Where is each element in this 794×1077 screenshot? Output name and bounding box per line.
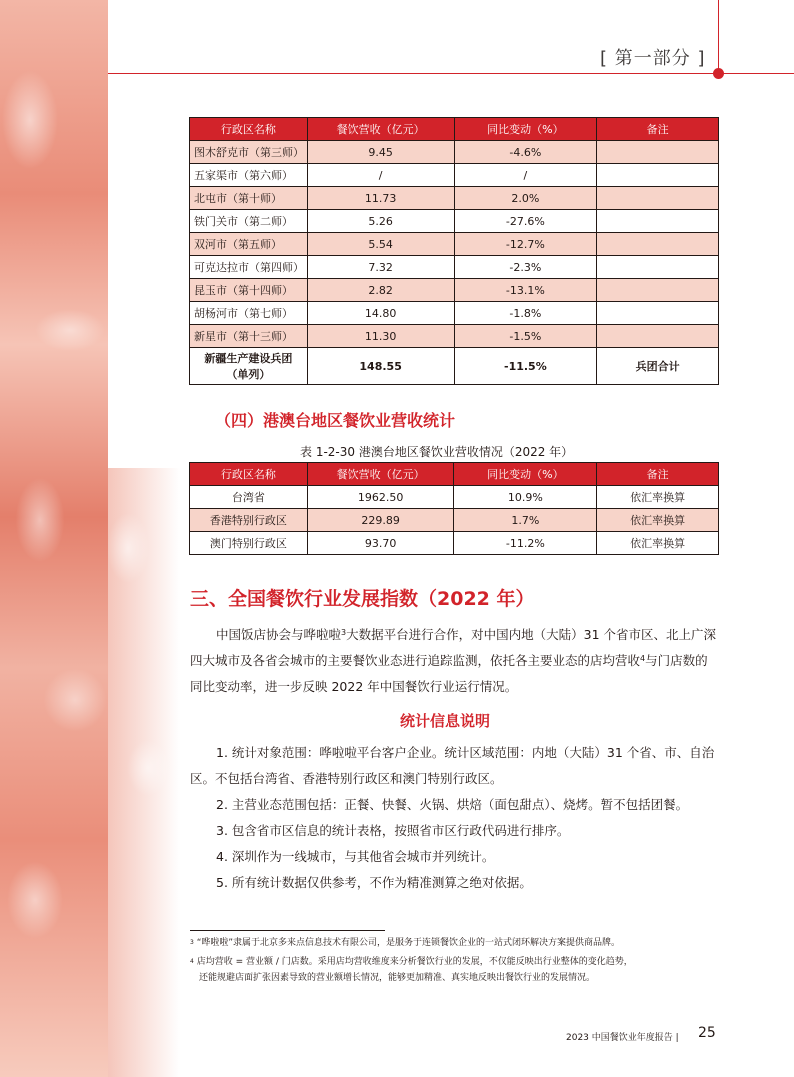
table-row	[190, 187, 719, 210]
part-title: [ 第一部分 ]	[600, 48, 706, 69]
region-cell: 昆玉市（第十四师）	[190, 279, 308, 302]
change-cell: -27.6%	[454, 210, 597, 233]
note-cell	[597, 256, 719, 279]
bingtuan-revenue-table	[189, 117, 719, 385]
table-row	[190, 233, 719, 256]
note-cell: 依汇率换算	[597, 509, 719, 532]
footnote-text: “哗啦啦”隶属于北京多来点信息技术有限公司，是服务于连锁餐饮企业的一站式闭环解决方案提供商品牌。	[196, 938, 621, 948]
table-row	[190, 532, 719, 555]
column-header: 同比变动（%）	[454, 118, 597, 141]
table-header-row	[190, 118, 719, 141]
table-row	[190, 325, 719, 348]
decorative-food-photo	[0, 0, 108, 1077]
table-row	[190, 509, 719, 532]
intro-text-a: 中国饭店协会与哗啦啦	[216, 627, 342, 642]
info-list-item: 3. 包含省市区信息的统计表格，按照省市区行政代码进行排序。	[216, 823, 570, 838]
note-cell	[597, 233, 719, 256]
revenue-cell: 2.82	[307, 279, 454, 302]
region-cell: 胡杨河市（第七师）	[190, 302, 308, 325]
footer-report-title: 2023 中国餐饮业年度报告 |	[566, 1033, 679, 1043]
note-cell: 兵团合计	[597, 348, 719, 385]
revenue-cell: 7.32	[307, 256, 454, 279]
column-header: 餐饮营收（亿元）	[307, 118, 454, 141]
table-row	[190, 279, 719, 302]
footnote-ref-4: 4	[640, 654, 646, 663]
region-cell: 铁门关市（第二师）	[190, 210, 308, 233]
revenue-cell: 5.54	[307, 233, 454, 256]
revenue-cell: 5.26	[307, 210, 454, 233]
note-cell: 依汇率换算	[597, 532, 719, 555]
revenue-cell: 229.89	[307, 509, 454, 532]
change-cell: /	[454, 164, 597, 187]
note-cell	[597, 187, 719, 210]
region-cell	[190, 348, 308, 385]
column-header: 行政区名称	[190, 118, 308, 141]
region-cell: 香港特别行政区	[190, 509, 308, 532]
change-cell: -2.3%	[454, 256, 597, 279]
table-row	[190, 210, 719, 233]
info-heading: 统计信息说明	[400, 712, 491, 730]
region-cell: 澳门特别行政区	[190, 532, 308, 555]
total-name-line2: （单列）	[226, 368, 271, 381]
region-cell: 五家渠市（第六师）	[190, 164, 308, 187]
change-cell: -12.7%	[454, 233, 597, 256]
table-row	[190, 256, 719, 279]
region-cell: 新星市（第十三师）	[190, 325, 308, 348]
table-row	[190, 141, 719, 164]
note-cell	[597, 210, 719, 233]
change-cell: -4.6%	[454, 141, 597, 164]
column-header: 行政区名称	[190, 463, 308, 486]
section-heading: 三、全国餐饮行业发展指数（2022 年）	[190, 588, 535, 610]
revenue-cell: 14.80	[307, 302, 454, 325]
column-header: 餐饮营收（亿元）	[307, 463, 454, 486]
revenue-cell: 1962.50	[307, 486, 454, 509]
change-cell: -13.1%	[454, 279, 597, 302]
footnote-mark: 4	[190, 958, 194, 965]
intro-text-b: 大数据平台进行合作，对中国内地（大陆）31 个省市区、北上广深四大城市及各省会城市的主要餐饮业态进行追踪监测，依托各主要业态的店均营收	[190, 627, 716, 668]
revenue-cell: 93.70	[307, 532, 454, 555]
footnote-3	[190, 935, 730, 951]
region-cell: 可克达拉市（第四师）	[190, 256, 308, 279]
section-subheading: （四）港澳台地区餐饮业营收统计	[215, 411, 456, 430]
footnote-ref-3: 3	[341, 628, 347, 637]
change-cell: 2.0%	[454, 187, 597, 210]
table-row	[190, 302, 719, 325]
intro-paragraph	[190, 622, 720, 700]
info-list-item: 4. 深圳作为一线城市，与其他省会城市并列统计。	[216, 849, 495, 864]
table-total-row	[190, 348, 719, 385]
change-cell: -11.2%	[454, 532, 597, 555]
footnote-text: 店均营收 = 营业额 / 门店数。采用店均营收维度来分析餐饮行业的发展，不仅能反映出行业整体的变化趋势，	[196, 957, 633, 967]
revenue-cell: 11.73	[307, 187, 454, 210]
header-vertical-rule	[718, 0, 719, 74]
revenue-cell: 148.55	[307, 348, 454, 385]
hmt-revenue-table	[189, 462, 719, 555]
change-cell: -1.5%	[454, 325, 597, 348]
revenue-cell: /	[307, 164, 454, 187]
region-cell: 双河市（第五师）	[190, 233, 308, 256]
region-cell: 台湾省	[190, 486, 308, 509]
header-rule-dot	[713, 68, 724, 79]
info-list-item: 5. 所有统计数据仅供参考，不作为精准测算之绝对依据。	[216, 875, 532, 890]
decorative-food-photo-fade	[108, 468, 180, 1077]
header-horizontal-rule	[108, 73, 794, 74]
table-row	[190, 164, 719, 187]
column-header: 备注	[597, 463, 719, 486]
table-row	[190, 486, 719, 509]
note-cell: 依汇率换算	[597, 486, 719, 509]
info-list-item: 2. 主营业态范围包括：正餐、快餐、火锅、烘焙（面包甜点）、烧烤。暂不包括团餐。	[216, 797, 689, 812]
change-cell: 1.7%	[454, 509, 597, 532]
total-name-line1: 新疆生产建设兵团	[204, 352, 293, 365]
footnote-4	[190, 954, 730, 970]
info-list-item: 1. 统计对象范围：哗啦啦平台客户企业。统计区域范围：内地（大陆）31 个省、市、自治区。不包括台湾省、香港特别行政区和澳门特别行政区。	[190, 745, 715, 786]
note-cell	[597, 302, 719, 325]
intro-text-c: 与门店数的同比变动率，进一步反映 2022 年中国餐饮行业运行情况。	[190, 653, 708, 694]
footnote-rule	[190, 930, 385, 931]
column-header: 同比变动（%）	[454, 463, 597, 486]
change-cell: -1.8%	[454, 302, 597, 325]
revenue-cell: 11.30	[307, 325, 454, 348]
note-cell	[597, 279, 719, 302]
column-header: 备注	[597, 118, 719, 141]
footnote-mark: 3	[190, 939, 194, 946]
region-cell: 北屯市（第十师）	[190, 187, 308, 210]
page-number: 25	[698, 1025, 716, 1041]
change-cell: 10.9%	[454, 486, 597, 509]
note-cell	[597, 164, 719, 187]
revenue-cell: 9.45	[307, 141, 454, 164]
note-cell	[597, 141, 719, 164]
region-cell: 图木舒克市（第三师）	[190, 141, 308, 164]
table-header-row	[190, 463, 719, 486]
table-caption: 表 1-2-30 港澳台地区餐饮业营收情况（2022 年）	[300, 445, 574, 459]
change-cell: -11.5%	[454, 348, 597, 385]
footnote-4-continued: 还能规避店面扩张因素导致的营业额增长情况，能够更加精准、真实地反映出餐饮行业的发展情况。	[199, 973, 596, 983]
note-cell	[597, 325, 719, 348]
